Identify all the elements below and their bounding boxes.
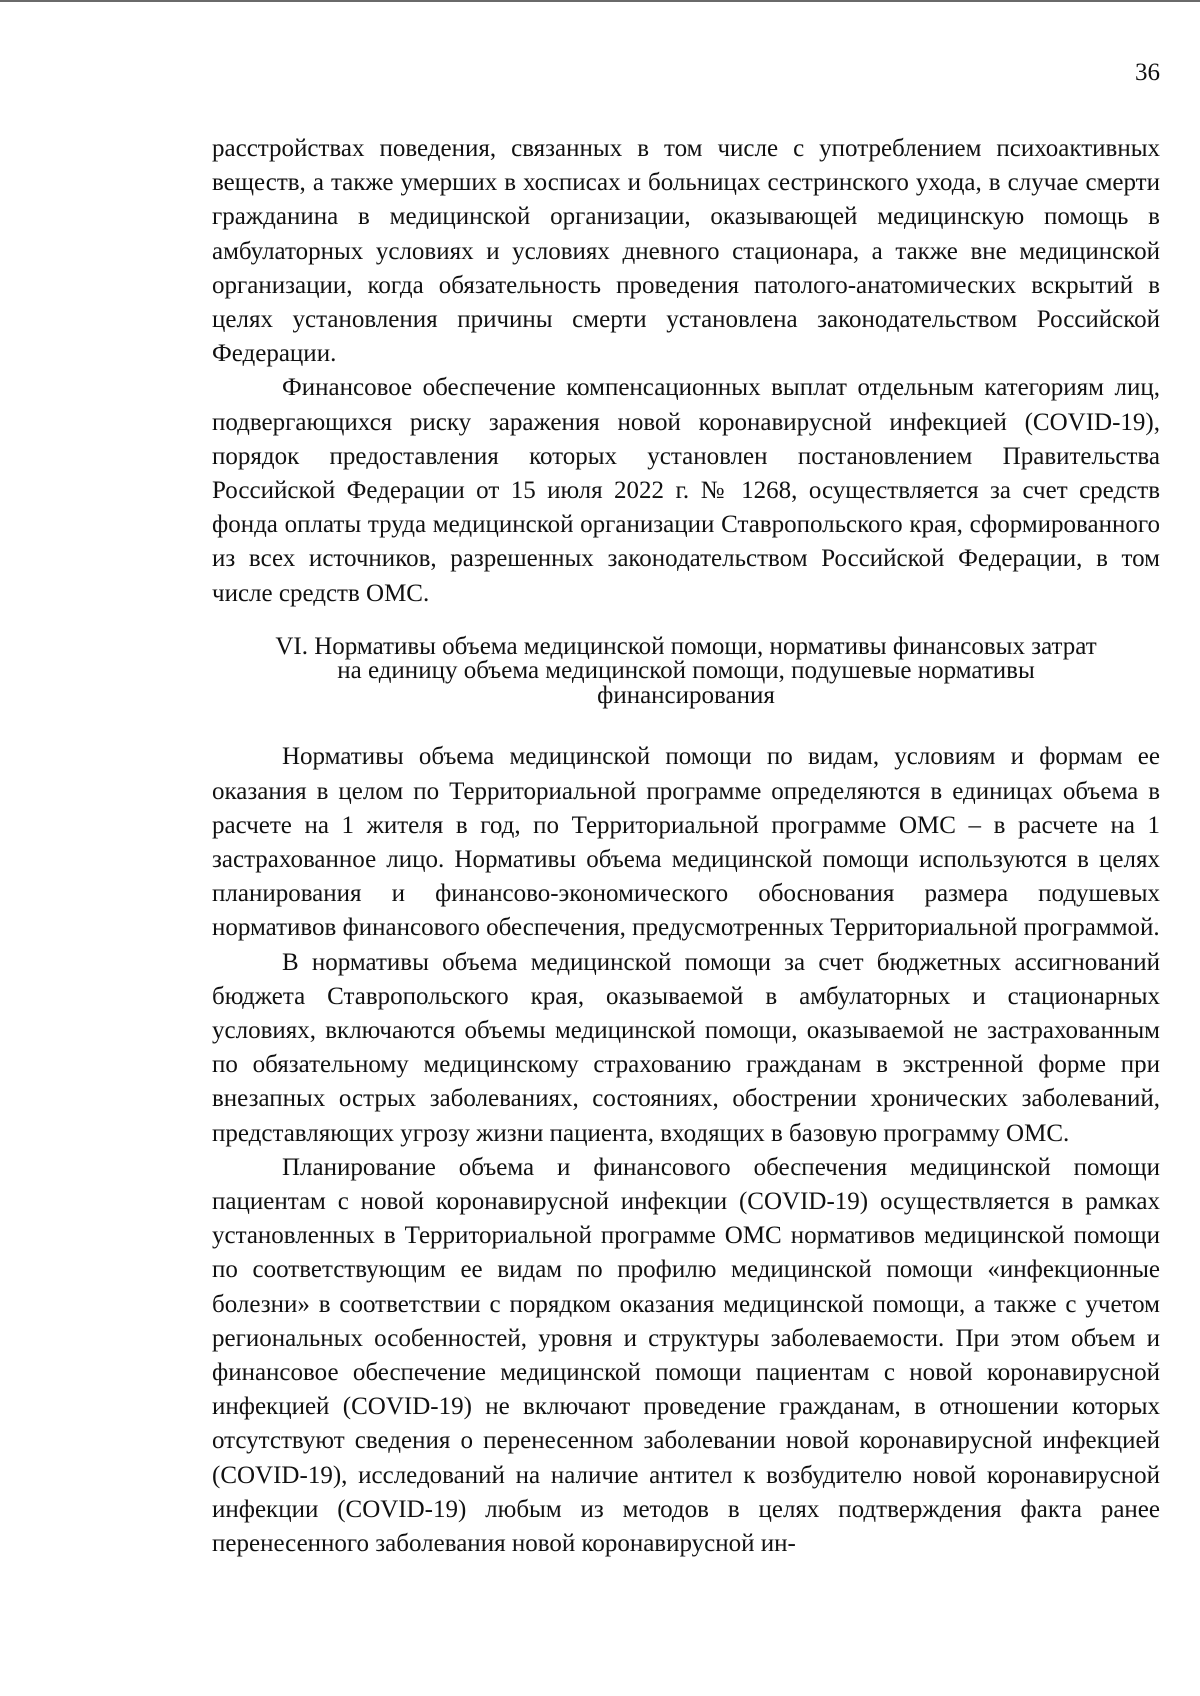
section-heading-line-2: на единицу объема медицинской помощи, подушевые нормативы bbox=[337, 657, 1035, 685]
paragraph-covid-planning: Планирование объема и финансового обеспечения медицинской помощи пациентам с новой коронавирусной инфекции (COVID-19) осуществляется в рамках установленных в Территориальной программе ОМС нормативов медицинской помощи по соответствующим ее видам по профилю медицинской помощи «инфекционные болезни» в соответствии с порядком оказания медицинской помощи, а также с учетом региональных особенностей, уровня и структуры заболеваемости. При этом объем и финансовое обеспечение медицинской помощи пациентам с новой коронавирусной инфекцией (COVID-19) не включают проведение гражданам, в отношении которых отсутствуют сведения о перенесенном заболевании новой коронавирусной инфекцией (COVID-19), исследований на наличие антител к возбудителю новой коронавирусной инфекции (COVID-19) любым из методов в целях подтверждения факта ранее перенесенного заболевания новой коронавирусной ин- bbox=[212, 1153, 1160, 1558]
scan-top-edge bbox=[0, 0, 1200, 2]
document-body bbox=[212, 132, 1160, 1561]
paragraph-volume-norms: Нормативы объема медицинской помощи по видам, условиям и формам ее оказания в целом по Территориальной программе определяются в единицах объема в расчете на 1 жителя в год, по Территориальной программе ОМС – в расчете на 1 застрахованное лицо. Нормативы объема медицинской помощи используются в целях планирования и финансово-экономического обоснования размера подушевых нормативов финансового обеспечения, предусмотренных Территориальной программой. bbox=[212, 743, 1160, 942]
paragraph-continuation: расстройствах поведения, связанных в том числе с употреблением психоактивных веществ, а также умерших в хосписах и больницах сестринского ухода, в случае смерти гражданина в медицинской организации, оказывающей медицинскую помощь в амбулаторных условиях и условиях дневного стационара, а также вне медицинской организации, когда обязательность проведения патолого-анатомических вскрытий в целях установления причины смерти установлена законодательством Российской Федерации. bbox=[212, 135, 1160, 368]
section-heading-line-3: финансирования bbox=[597, 681, 775, 709]
paragraph-budget-norms: В нормативы объема медицинской помощи за счет бюджетных ассигнований бюджета Ставропольского края, оказываемой в амбулаторных и стационарных условиях, включаются объемы медицинской помощи, оказываемой не застрахованным по обязательному медицинскому страхованию гражданам в экстренной форме при внезапных острых заболеваниях, состояниях, обострении хронических заболеваний, представляющих угрозу жизни пациента, входящих в базовую программу ОМС. bbox=[212, 948, 1160, 1147]
paragraph-compensation-payments: Финансовое обеспечение компенсационных выплат отдельным категориям лиц, подвергающихся риску заражения новой коронавирусной инфекцией (COVID-19), порядок предоставления которых установлен постановлением Правительства Российской Федерации от 15 июля 2022 г. № 1268, осуществляется за счет средств фонда оплаты труда медицинской организации Ставропольского края, сформированного из всех источников, разрешенных законодательством Российской Федерации, в том числе средств ОМС. bbox=[212, 374, 1160, 607]
section-heading-line-1: VI. Нормативы объема медицинской помощи, нормативы финансовых затрат bbox=[275, 632, 1097, 660]
section-heading bbox=[212, 632, 1160, 709]
page-number: 36 bbox=[1135, 59, 1160, 86]
